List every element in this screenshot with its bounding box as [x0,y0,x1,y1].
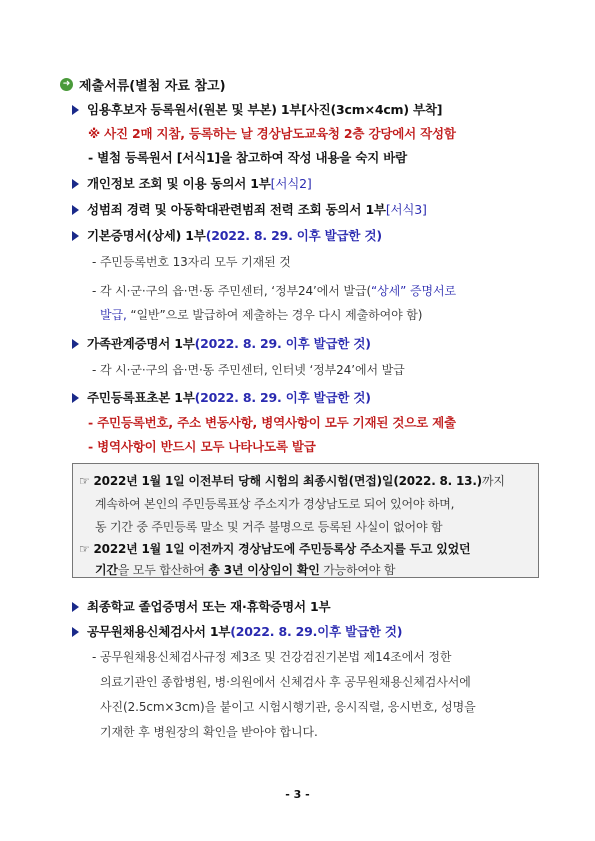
item-label: 성범죄 경력 및 아동학대관련범죄 전력 조회 동의서 1부 [87,202,386,217]
item-crime-check-consent [72,200,427,218]
item-label: 공무원채용신체검사서 1부 [87,624,231,639]
triangle-bullet-icon [72,179,79,189]
triangle-bullet-icon [72,105,79,115]
section-title: 제출서류(별첨 자료 참고) [79,79,226,94]
box-line: 동 기간 중 주민등록 말소 및 거주 불명으로 등록된 사실이 없어야 함 [95,520,443,534]
box-line: 기간을 모두 합산하여 총 3년 이상임이 확인 가능하여야 함 [95,563,396,577]
issue-date-condition: (2022. 8. 29.이후 발급한 것) [230,624,403,639]
item-label: 임용후보자 등록원서(원본 및 부본) 1부[사진(3cm×4cm) 부착] [87,102,443,117]
item-label: 가족관계증명서 1부 [87,336,195,351]
page-number: - 3 - [285,788,310,801]
triangle-bullet-icon [72,205,79,215]
box-line: 계속하여 본인의 주민등록표상 주소지가 경상남도로 되어 있어야 하며, [95,497,455,511]
section-heading [60,75,226,94]
sub-note: 사진(2.5cm×3cm)을 붙이고 시험시행기관, 응시직렬, 응시번호, 성명을 [100,700,476,714]
sub-note: - 각 시·군·구의 읍·면·동 주민센터, ‘정부24’에서 발급(“상세” 증명서로 [92,284,456,298]
triangle-bullet-icon [72,602,79,612]
sub-note: - 병역사항이 반드시 모두 나타나도록 발급 [88,439,316,454]
sub-note: - 각 시·군·구의 읍·면·동 주민센터, 인터넷 ‘정부24’에서 발급 [92,363,405,377]
item-resident-registration [72,388,371,406]
item-health-exam [72,622,402,640]
bullet-circle-icon: ➜ [60,78,73,91]
issue-date-condition: (2022. 8. 29. 이후 발급한 것) [205,228,382,243]
sub-note: 발급, “일반”으로 발급하여 제출하는 경우 다시 제출하여야 함) [100,308,423,322]
item-label: 최종학교 졸업증명서 또는 재·휴학증명서 1부 [87,599,331,614]
box-line: ☞ 2022년 1월 1일 이전까지 경상남도에 주민등록상 주소지를 두고 있었던 [79,542,471,556]
issue-date-condition: (2022. 8. 29. 이후 발급한 것) [194,336,371,351]
form-ref: [서식3] [385,202,427,217]
item-registration-form [72,100,442,118]
triangle-bullet-icon [72,393,79,403]
residence-requirement-box [72,463,539,578]
triangle-bullet-icon [72,627,79,637]
photo-note: ※ 사진 2매 지참, 등록하는 날 경상남도교육청 2층 강당에서 작성함 [88,126,456,141]
sub-note: - 공무원채용신체검사규정 제3조 및 건강검진기본법 제14조에서 정한 [92,650,452,664]
triangle-bullet-icon [72,339,79,349]
item-family-certificate [72,334,371,352]
box-line: ☞ 2022년 1월 1일 이전부터 당해 시험의 최종시험(면접)일(2022. 8. 13.)까지 [79,474,505,488]
item-graduation-certificate [72,597,330,615]
item-label: 기본증명서(상세) 1부 [87,228,206,243]
sub-note: 의료기관인 종합병원, 병·의원에서 신체검사 후 공무원채용신체검사서에 [100,675,471,689]
triangle-bullet-icon [72,231,79,241]
item-basic-certificate [72,226,382,244]
item-label: 개인정보 조회 및 이용 동의서 1부 [87,176,271,191]
issue-date-condition: (2022. 8. 29. 이후 발급한 것) [194,390,371,405]
form-ref: [서식2] [270,176,312,191]
item-label: 주민등록표초본 1부 [87,390,195,405]
form-reference-note: - 별첨 등록원서 [서식1]을 참고하여 작성 내용을 숙지 바람 [88,150,407,165]
sub-note: 기재한 후 병원장의 확인을 받아야 합니다. [100,725,318,739]
sub-note: - 주민등록번호, 주소 변동사항, 병역사항이 모두 기재된 것으로 제출 [88,415,456,430]
item-privacy-consent [72,174,312,192]
sub-note: - 주민등록번호 13자리 모두 기재된 것 [92,255,291,269]
